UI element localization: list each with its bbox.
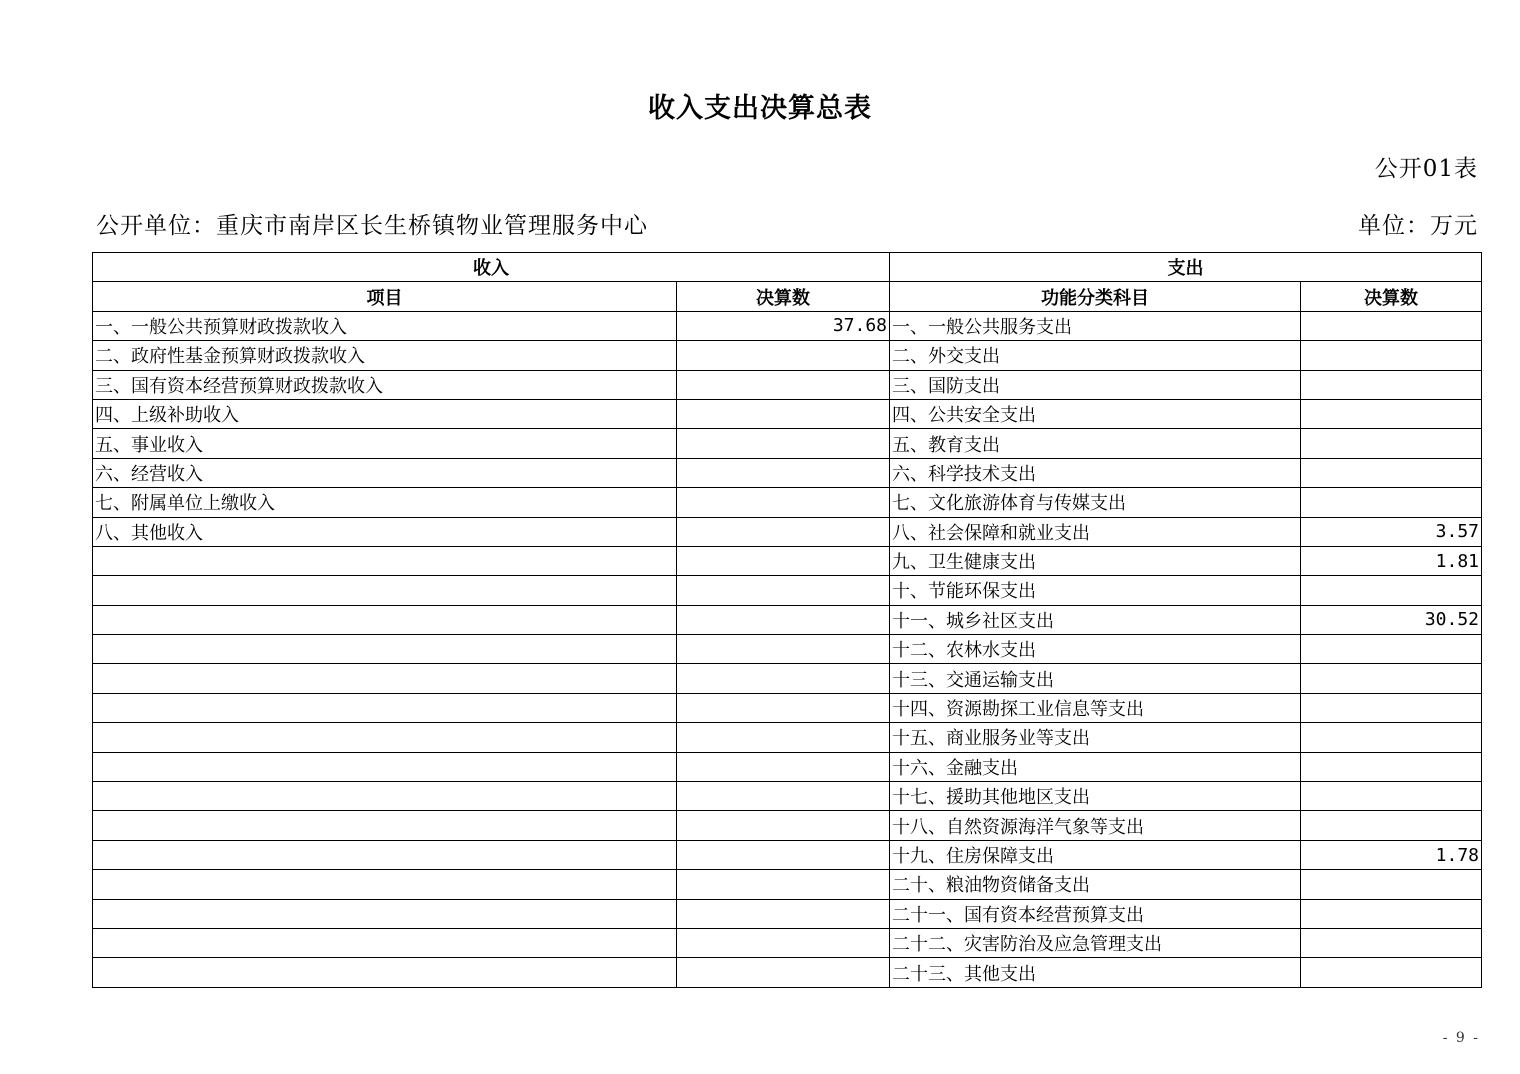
income-expense-table <box>92 252 1482 988</box>
expense-amount-cell <box>1301 635 1482 664</box>
table-row <box>93 870 1482 899</box>
income-item-cell: 五、事业收入 <box>93 429 677 458</box>
table-row <box>93 840 1482 869</box>
income-item-cell <box>93 870 677 899</box>
expense-header: 支出 <box>890 253 1482 282</box>
expense-item-cell: 十六、金融支出 <box>890 752 1301 781</box>
expense-item-cell: 十二、农林水支出 <box>890 635 1301 664</box>
expense-item-cell: 十八、自然资源海洋气象等支出 <box>890 811 1301 840</box>
income-item-cell <box>93 928 677 957</box>
income-item-cell <box>93 958 677 987</box>
expense-amount-cell: 1.78 <box>1301 840 1482 869</box>
expense-amount-cell <box>1301 341 1482 370</box>
income-amount-cell <box>677 458 890 487</box>
expense-amount-cell: 1.81 <box>1301 546 1482 575</box>
income-item-cell <box>93 840 677 869</box>
expense-amount-cell <box>1301 458 1482 487</box>
expense-amount-cell <box>1301 928 1482 957</box>
expense-amount-cell <box>1301 782 1482 811</box>
income-item-cell <box>93 782 677 811</box>
expense-amount-cell <box>1301 399 1482 428</box>
expense-amount-cell <box>1301 370 1482 399</box>
table-row <box>93 370 1482 399</box>
table-row <box>93 458 1482 487</box>
income-amount-cell <box>677 370 890 399</box>
expense-item-cell: 四、公共安全支出 <box>890 399 1301 428</box>
income-amount-cell <box>677 341 890 370</box>
table-row <box>93 488 1482 517</box>
expense-item-cell: 二十一、国有资本经营预算支出 <box>890 899 1301 928</box>
table-row <box>93 429 1482 458</box>
table-row <box>93 605 1482 634</box>
income-item-cell <box>93 605 677 634</box>
income-item-cell <box>93 752 677 781</box>
income-header: 收入 <box>93 253 890 282</box>
table-row <box>93 782 1482 811</box>
reporting-unit: 公开单位：重庆市南岸区长生桥镇物业管理服务中心 <box>96 213 648 239</box>
expense-amount-cell <box>1301 752 1482 781</box>
table-row <box>93 693 1482 722</box>
expense-item-cell: 十三、交通运输支出 <box>890 664 1301 693</box>
expense-item-cell: 十七、援助其他地区支出 <box>890 782 1301 811</box>
expense-item-cell: 十九、住房保障支出 <box>890 840 1301 869</box>
table-row <box>93 899 1482 928</box>
expense-item-cell: 二、外交支出 <box>890 341 1301 370</box>
income-amount-cell <box>677 488 890 517</box>
item-header: 项目 <box>93 282 677 311</box>
table-row <box>93 341 1482 370</box>
income-item-cell: 七、附属单位上缴收入 <box>93 488 677 517</box>
income-item-cell: 三、国有资本经营预算财政拨款收入 <box>93 370 677 399</box>
income-item-cell <box>93 723 677 752</box>
page-number: - 9 - <box>1442 1030 1480 1046</box>
expense-amount-cell <box>1301 723 1482 752</box>
expense-amount-cell <box>1301 576 1482 605</box>
income-amount-cell <box>677 723 890 752</box>
expense-item-cell: 十一、城乡社区支出 <box>890 605 1301 634</box>
form-number: 公开01表 <box>1374 156 1478 182</box>
income-item-cell <box>93 576 677 605</box>
income-amount-cell <box>677 752 890 781</box>
expense-amount-cell <box>1301 870 1482 899</box>
income-amount-cell <box>677 899 890 928</box>
expense-item-cell: 九、卫生健康支出 <box>890 546 1301 575</box>
category-header: 功能分类科目 <box>890 282 1301 311</box>
table-row <box>93 723 1482 752</box>
income-amount-cell <box>677 664 890 693</box>
income-amount-cell <box>677 399 890 428</box>
income-amount-cell <box>677 635 890 664</box>
income-item-cell: 六、经营收入 <box>93 458 677 487</box>
table-row <box>93 546 1482 575</box>
income-amount-cell <box>677 605 890 634</box>
income-amount-cell <box>677 782 890 811</box>
income-amount-cell <box>677 840 890 869</box>
income-item-cell: 一、一般公共预算财政拨款收入 <box>93 311 677 340</box>
income-amount-cell <box>677 429 890 458</box>
table-row <box>93 311 1482 340</box>
expense-item-cell: 七、文化旅游体育与传媒支出 <box>890 488 1301 517</box>
income-item-cell: 二、政府性基金预算财政拨款收入 <box>93 341 677 370</box>
table-row <box>93 752 1482 781</box>
table-row <box>93 635 1482 664</box>
expense-amount-cell <box>1301 811 1482 840</box>
income-item-cell <box>93 635 677 664</box>
expense-amount-cell <box>1301 311 1482 340</box>
expense-amount-cell <box>1301 664 1482 693</box>
table-row <box>93 517 1482 546</box>
table-row <box>93 399 1482 428</box>
expense-item-cell: 八、社会保障和就业支出 <box>890 517 1301 546</box>
income-amount-cell <box>677 958 890 987</box>
expense-amount-cell <box>1301 899 1482 928</box>
table-header-row-top <box>93 253 1482 282</box>
expense-amount-cell: 30.52 <box>1301 605 1482 634</box>
income-amount-cell <box>677 517 890 546</box>
expense-item-cell: 一、一般公共服务支出 <box>890 311 1301 340</box>
income-item-cell: 四、上级补助收入 <box>93 399 677 428</box>
table-body <box>93 311 1482 987</box>
income-item-cell <box>93 693 677 722</box>
expense-item-cell: 十四、资源勘探工业信息等支出 <box>890 693 1301 722</box>
table-row <box>93 958 1482 987</box>
page-title: 收入支出决算总表 <box>648 93 872 124</box>
table-header-row <box>93 282 1482 311</box>
table-row <box>93 664 1482 693</box>
expense-amount-header: 决算数 <box>1301 282 1482 311</box>
income-amount-cell <box>677 811 890 840</box>
income-amount-cell <box>677 928 890 957</box>
table-row <box>93 928 1482 957</box>
income-item-cell <box>93 811 677 840</box>
table-row <box>93 576 1482 605</box>
income-item-cell <box>93 664 677 693</box>
expense-item-cell: 二十、粮油物资储备支出 <box>890 870 1301 899</box>
income-item-cell: 八、其他收入 <box>93 517 677 546</box>
income-amount-cell: 37.68 <box>677 311 890 340</box>
expense-amount-cell: 3.57 <box>1301 517 1482 546</box>
expense-item-cell: 二十三、其他支出 <box>890 958 1301 987</box>
income-item-cell <box>93 546 677 575</box>
income-amount-cell <box>677 546 890 575</box>
expense-amount-cell <box>1301 958 1482 987</box>
expense-amount-cell <box>1301 488 1482 517</box>
expense-item-cell: 十、节能环保支出 <box>890 576 1301 605</box>
expense-item-cell: 二十二、灾害防治及应急管理支出 <box>890 928 1301 957</box>
income-amount-cell <box>677 693 890 722</box>
expense-amount-cell <box>1301 693 1482 722</box>
expense-amount-cell <box>1301 429 1482 458</box>
expense-item-cell: 五、教育支出 <box>890 429 1301 458</box>
currency-unit: 单位：万元 <box>1358 213 1478 239</box>
expense-item-cell: 六、科学技术支出 <box>890 458 1301 487</box>
income-item-cell <box>93 899 677 928</box>
income-amount-cell <box>677 870 890 899</box>
income-amount-header: 决算数 <box>677 282 890 311</box>
income-amount-cell <box>677 576 890 605</box>
expense-item-cell: 十五、商业服务业等支出 <box>890 723 1301 752</box>
table-row <box>93 811 1482 840</box>
expense-item-cell: 三、国防支出 <box>890 370 1301 399</box>
